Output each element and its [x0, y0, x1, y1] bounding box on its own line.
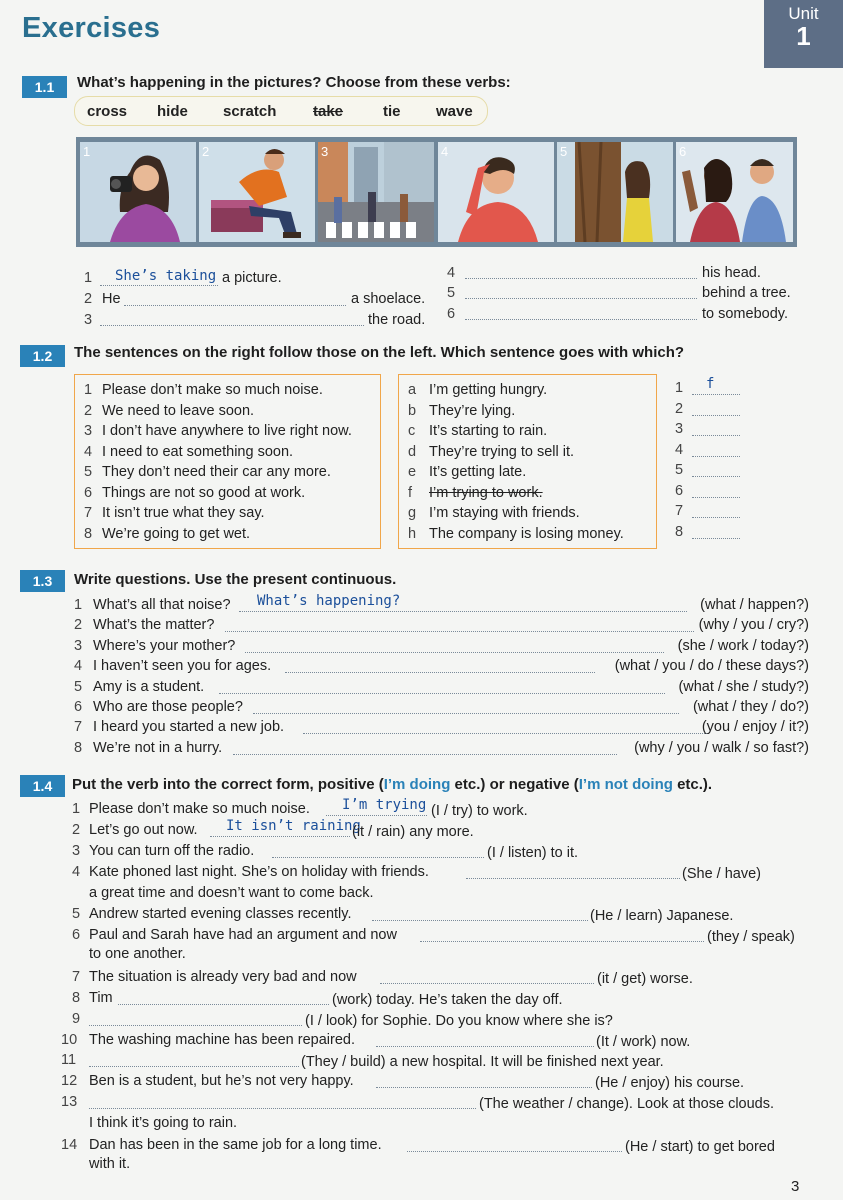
man-scratching-head-illustration	[438, 142, 554, 242]
sentence-continuation: I think it’s going to rain.	[89, 1115, 238, 1131]
section-title-1-3: Write questions. Use the present continuous.	[74, 571, 397, 588]
sentence-continuation: with it.	[89, 1156, 131, 1172]
item-text: behind a tree.	[702, 285, 791, 301]
sentence-start: Andrew started evening classes recently.	[89, 906, 352, 922]
section-number-1-2: 1.2	[20, 345, 65, 367]
item-number: 3	[84, 312, 93, 328]
sentence-text: Things are not so good at work.	[102, 484, 306, 501]
question-text: We’re not in a hurry.	[93, 739, 223, 756]
sentence-text: The company is losing money.	[429, 525, 624, 542]
answer-blank[interactable]	[376, 1046, 594, 1047]
item-letter: e	[408, 464, 417, 480]
right-sentences-box	[398, 374, 657, 549]
item-number: 4	[72, 864, 81, 880]
verb-cue: (The weather / change). Look at those clouds.	[479, 1096, 775, 1112]
answer-blank[interactable]	[233, 754, 617, 755]
people-waving-illustration	[676, 142, 793, 242]
sentence-text: We’re going to get wet.	[102, 525, 251, 542]
answer-blank[interactable]	[372, 920, 588, 921]
section-title-1-4	[72, 776, 712, 793]
item-number: 13	[61, 1094, 78, 1110]
verb-cue: (why / you / cry?)	[698, 617, 809, 634]
answer-blank[interactable]	[407, 1151, 622, 1152]
item-letter: b	[408, 402, 417, 419]
question-text: I heard you started a new job.	[93, 719, 285, 736]
item-number: 3	[74, 637, 83, 654]
sentence-text: I’m getting hungry.	[429, 382, 548, 398]
item-text: to somebody.	[702, 306, 788, 322]
verb-cue: (They / build) a new hospital. It will be finished next year.	[301, 1054, 664, 1070]
answer-blank[interactable]	[239, 611, 687, 612]
unit-label: Unit	[788, 4, 819, 23]
answer-blank[interactable]	[219, 693, 665, 694]
sentence-start: Tim	[89, 990, 113, 1006]
sentence-text: I don’t have anywhere to live right now.	[102, 423, 352, 439]
verb-cue: (I / look) for Sophie. Do you know where she is?	[305, 1013, 613, 1029]
sentence-text: They’re lying.	[429, 402, 516, 419]
answer-blank[interactable]	[272, 857, 484, 858]
answer-blank[interactable]	[89, 1066, 299, 1067]
item-number: 1	[675, 380, 684, 396]
verb-scratch: scratch	[223, 103, 277, 120]
answer-blank[interactable]	[692, 517, 740, 518]
man-tying-shoelace-illustration	[199, 142, 315, 242]
verb-cue: (He / start) to get bored	[625, 1139, 775, 1155]
sentence-text: They’re trying to sell it.	[429, 443, 575, 460]
verb-take-crossed: take	[313, 103, 344, 120]
sentence-continuation: to one another.	[89, 946, 186, 962]
picture-5	[557, 142, 673, 242]
item-number: 8	[84, 525, 93, 542]
item-letter: f	[408, 484, 413, 501]
answer-blank[interactable]	[692, 497, 740, 498]
sentence-start: The situation is already very bad and now	[89, 969, 357, 985]
item-number: 11	[61, 1052, 77, 1068]
item-number: 6	[84, 484, 93, 501]
sentence-text: I need to eat something soon.	[102, 443, 294, 460]
example-positive: I’m doing	[383, 776, 451, 793]
unit-number: 1	[796, 21, 811, 51]
verb-cue: (It / work) now.	[596, 1034, 691, 1050]
item-number: 2	[675, 400, 684, 417]
item-letter: c	[408, 423, 416, 439]
sentence-start: Kate phoned last night. She’s on holiday with friends.	[89, 864, 429, 880]
item-letter: h	[408, 525, 417, 542]
item-number: 7	[74, 719, 83, 736]
verb-cross: cross	[87, 103, 128, 120]
sentence-continuation: a great time and doesn’t want to come back.	[89, 885, 374, 901]
answer-blank[interactable]	[466, 878, 680, 879]
answer-blank[interactable]	[124, 305, 346, 306]
item-number: 8	[72, 990, 81, 1006]
verb-cue: (it / rain) any more.	[352, 824, 474, 840]
answer-blank[interactable]	[118, 1004, 329, 1005]
picture-number: 4	[441, 144, 449, 159]
section-number-1-4: 1.4	[20, 775, 65, 797]
item-number: 8	[675, 523, 684, 540]
item-text: his head.	[702, 265, 761, 281]
answer-blank[interactable]	[89, 1108, 476, 1109]
sentence-start: Paul and Sarah have had an argument and now	[89, 927, 397, 943]
handwritten-answer: f	[706, 376, 715, 392]
item-number: 6	[72, 927, 81, 943]
question-text: I haven’t seen you for ages.	[93, 658, 272, 675]
item-number: 3	[72, 843, 81, 859]
picture-number: 6	[679, 144, 687, 159]
picture-2	[199, 142, 315, 242]
verb-cue: (what / you / do / these days?)	[614, 658, 809, 675]
picture-strip	[76, 137, 797, 247]
item-number: 7	[675, 503, 684, 519]
verb-cue: (why / you / walk / so fast?)	[634, 739, 809, 756]
sentence-text: They don’t need their car any more.	[102, 464, 331, 480]
item-number: 5	[675, 462, 684, 478]
item-text: a shoelace.	[351, 291, 426, 307]
item-number: 5	[84, 464, 93, 480]
sentence-start: Let’s go out now.	[89, 822, 198, 838]
item-number: 5	[74, 678, 83, 695]
question-text: What’s the matter?	[93, 617, 215, 634]
verb-cue: (I / try) to work.	[431, 803, 528, 819]
item-letter: g	[408, 505, 417, 521]
picture-number: 5	[560, 144, 568, 159]
item-number: 8	[74, 739, 83, 756]
item-number: 10	[61, 1032, 78, 1048]
girl-hiding-behind-tree-illustration	[557, 142, 673, 242]
item-number: 5	[72, 906, 81, 922]
answer-blank[interactable]	[692, 394, 740, 395]
item-number: 1	[84, 382, 93, 398]
answer-blank[interactable]	[692, 435, 740, 436]
answer-blank[interactable]	[303, 733, 707, 734]
sentence-text: I’m staying with friends.	[429, 505, 580, 521]
question-text: Where’s your mother?	[93, 637, 236, 654]
verb-cue: (it / get) worse.	[597, 971, 693, 987]
verb-cue: (you / enjoy / it?)	[701, 719, 809, 736]
item-prefix: He	[102, 291, 121, 307]
verb-cue: (what / they / do?)	[692, 699, 809, 715]
left-sentences-box	[74, 374, 381, 549]
item-letter: a	[408, 382, 417, 398]
answer-blank[interactable]	[692, 415, 740, 416]
woman-taking-photo-illustration	[80, 142, 196, 242]
verb-cue: (she / work / today?)	[677, 637, 809, 654]
verb-tie: tie	[383, 103, 401, 120]
item-number: 4	[447, 265, 456, 281]
sentence-start: You can turn off the radio.	[89, 843, 255, 859]
item-number: 1	[84, 270, 93, 286]
item-number: 12	[61, 1073, 78, 1089]
answer-blank[interactable]	[420, 941, 704, 942]
question-text: What’s all that noise?	[93, 597, 231, 613]
answer-blank[interactable]	[692, 476, 740, 477]
answer-blank[interactable]	[89, 1025, 302, 1026]
handwritten-answer: What’s happening?	[257, 593, 401, 609]
picture-number: 3	[321, 144, 329, 159]
answer-blank[interactable]	[465, 298, 697, 299]
item-number: 2	[84, 402, 93, 419]
item-letter: d	[408, 443, 417, 460]
sentence-start: Please don’t make so much noise.	[89, 801, 310, 817]
sentence-text: We need to leave soon.	[102, 402, 255, 419]
answer-blank[interactable]	[465, 319, 697, 320]
verb-hide: hide	[157, 103, 188, 120]
item-number: 4	[74, 658, 83, 675]
verb-cue: (work) today. He’s taken the day off.	[332, 992, 563, 1008]
item-number: 14	[61, 1137, 78, 1153]
answer-blank[interactable]	[326, 815, 427, 816]
answer-blank[interactable]	[692, 538, 740, 539]
answer-blank[interactable]	[285, 672, 595, 673]
answer-blank[interactable]	[245, 652, 664, 653]
example-negative: I’m not doing	[578, 776, 673, 793]
sentence-start: Ben is a student, but he’s not very happy.	[89, 1073, 354, 1089]
item-number: 1	[72, 801, 81, 817]
instruction-part: Put the verb into the correct form, positive (	[72, 776, 384, 793]
verb-cue: (He / enjoy) his course.	[595, 1075, 745, 1091]
verb-cue: (He / learn) Japanese.	[590, 908, 734, 924]
picture-6	[676, 142, 793, 242]
item-number: 6	[447, 306, 456, 322]
picture-1	[80, 142, 196, 242]
item-number: 7	[84, 505, 93, 521]
section-number-1-3: 1.3	[20, 570, 65, 592]
item-number: 9	[72, 1011, 81, 1027]
verb-cue: (what / happen?)	[700, 597, 809, 613]
item-number: 2	[72, 822, 81, 838]
answer-blank[interactable]	[210, 836, 350, 837]
answer-blank[interactable]	[376, 1087, 592, 1088]
sentence-start: The washing machine has been repaired.	[89, 1032, 355, 1048]
item-number: 2	[84, 291, 93, 307]
section-title-1-2: The sentences on the right follow those on the left. Which sentence goes with which?	[74, 344, 685, 361]
page-title: Exercises	[22, 12, 161, 44]
instruction-part: etc.).	[672, 776, 713, 793]
verb-wave: wave	[436, 103, 473, 120]
answer-blank[interactable]	[692, 456, 740, 457]
answer-blank[interactable]	[253, 713, 679, 714]
sentence-text: It’s starting to rain.	[429, 423, 548, 439]
picture-number: 1	[83, 144, 91, 159]
item-text: a picture.	[222, 270, 282, 286]
item-number: 3	[84, 423, 93, 439]
picture-4	[438, 142, 554, 242]
verb-box	[74, 96, 488, 126]
item-number: 7	[72, 969, 81, 985]
page-number: 3	[791, 1178, 800, 1195]
sentence-text: Please don’t make so much noise.	[102, 382, 323, 398]
verb-cue: (She / have)	[682, 866, 761, 882]
answer-blank[interactable]	[225, 631, 694, 632]
unit-tab	[764, 0, 843, 68]
item-number: 4	[84, 443, 93, 460]
section-title-1-1: What’s happening in the pictures? Choose from these verbs:	[77, 74, 511, 91]
instruction-part: etc.) or negative (	[450, 776, 579, 793]
item-number: 4	[675, 441, 684, 458]
item-text: the road.	[368, 312, 426, 328]
picture-number: 2	[202, 144, 210, 159]
sentence-start: Dan has been in the same job for a long time.	[89, 1137, 382, 1153]
verb-cue: (they / speak)	[707, 929, 795, 945]
item-number: 5	[447, 285, 456, 301]
sentence-text: It isn’t true what they say.	[102, 505, 265, 521]
item-number: 1	[74, 597, 83, 613]
question-text: Amy is a student.	[93, 678, 205, 695]
answer-blank[interactable]	[380, 983, 594, 984]
question-text: Who are those people?	[93, 699, 243, 715]
answer-blank[interactable]	[100, 285, 218, 286]
picture-3	[318, 142, 434, 242]
handwritten-answer: It isn’t raining	[226, 818, 361, 834]
sentence-text: I’m trying to work.	[429, 484, 543, 501]
handwritten-answer: She’s taking	[115, 268, 217, 284]
answer-blank[interactable]	[100, 325, 364, 326]
verb-cue: (what / she / study?)	[678, 678, 809, 695]
item-number: 3	[675, 421, 684, 437]
item-number: 6	[675, 482, 684, 499]
item-number: 6	[74, 699, 83, 715]
section-number-1-1: 1.1	[22, 76, 67, 98]
handwritten-answer: I’m trying	[342, 797, 427, 813]
sentence-text: It’s getting late.	[429, 464, 527, 480]
verb-cue: (I / listen) to it.	[487, 845, 579, 861]
answer-blank[interactable]	[465, 278, 697, 279]
item-number: 2	[74, 617, 83, 634]
people-crossing-road-illustration	[318, 142, 434, 242]
